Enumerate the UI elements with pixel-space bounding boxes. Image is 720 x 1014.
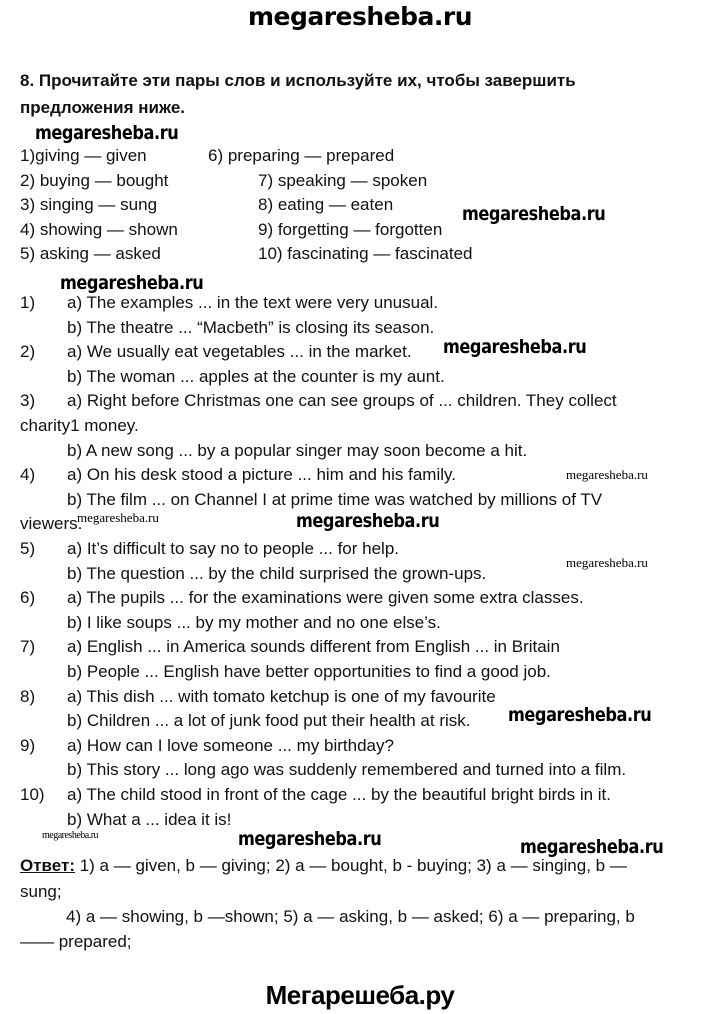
- watermark: megaresheba.ru: [42, 830, 99, 841]
- exercise-number: 9): [20, 735, 36, 755]
- watermark: megaresheba.ru: [566, 555, 648, 570]
- task-title-cont: предложения ниже.: [20, 98, 186, 117]
- sentence-b: b) The woman ... apples at the counter is my aunt.: [67, 366, 445, 386]
- word-pair: 9) forgetting — forgotten: [258, 219, 443, 239]
- task-title: 8. Прочитайте эти пары слов и используйте их, чтобы завершить: [20, 71, 576, 90]
- answer-label: Ответ:: [20, 856, 75, 875]
- word-pair: 10) fascinating — fascinated: [258, 244, 473, 263]
- answer-line: sung;: [20, 882, 62, 901]
- watermark: megaresheba.ru: [508, 704, 652, 726]
- sentence-a: a) We usually eat vegetables ... in the market.: [67, 342, 412, 362]
- exercise-number: 4): [20, 465, 36, 485]
- watermark: megaresheba.ru: [566, 467, 648, 482]
- exercise-number: 5): [20, 539, 36, 558]
- word-pair: 1)giving — given: [20, 146, 147, 165]
- word-pair: 4) showing — shown: [20, 219, 178, 239]
- exercise-number: 3): [20, 391, 36, 411]
- exercise-number: 7): [20, 637, 36, 657]
- sentence-a: a) On his desk stood a picture ... him and his family.: [67, 465, 456, 485]
- exercise-number: 1): [20, 293, 36, 312]
- sentence-a: a) The child stood in front of the cage ... by the beautiful bright birds in it.: [67, 785, 611, 804]
- answer-line: —— prepared;: [20, 932, 132, 951]
- sentence-a: a) Right before Christmas one can see groups of ... children. They collect: [67, 391, 617, 411]
- watermark: megaresheba.ru: [60, 272, 204, 294]
- sentence-b: b) The question ... by the child surprised the grown-ups.: [67, 563, 487, 583]
- word-pair: 5) asking — asked: [20, 244, 161, 263]
- sentence-b: b) What a ... idea it is!: [67, 809, 232, 829]
- watermark: megaresheba.ru: [238, 828, 382, 850]
- watermark: megaresheba.ru: [443, 336, 587, 358]
- answer-line: 4) a — showing, b —shown; 5) a — asking, b — asked; 6) a — preparing, b: [66, 907, 635, 926]
- watermark: megaresheba.ru: [520, 836, 664, 858]
- watermark: megaresheba.ru: [77, 510, 159, 525]
- answer-line: [20, 855, 627, 877]
- word-pair: 3) singing — sung: [20, 195, 158, 214]
- sentence-a: a) How can I love someone ... my birthday?: [67, 735, 394, 755]
- exercise-number: 10): [20, 785, 45, 804]
- answer-text: 1) a — given, b — giving; 2) a — bought, b - buying; 3) a — singing, b —: [75, 856, 627, 875]
- sentence-a: a) English ... in America sounds different from English ... in Britain: [67, 637, 560, 657]
- watermark: megaresheba.ru: [462, 203, 606, 225]
- sentence-b: b) Children ... a lot of junk food put their health at risk.: [67, 711, 471, 731]
- sentence-a-cont: charity1 money.: [20, 416, 139, 435]
- sentence-b: b) The theatre ... “Macbeth” is closing its season.: [67, 317, 435, 337]
- word-pair: 6) preparing — prepared: [208, 146, 395, 165]
- exercise-number: 8): [20, 686, 36, 706]
- sentence-b-cont: viewers.: [20, 514, 83, 534]
- exercise-number: 2): [20, 342, 36, 362]
- sentence-b: b) The film ... on Channel I at prime time was watched by millions of TV: [67, 489, 603, 509]
- watermark: megaresheba.ru: [35, 122, 179, 144]
- sentence-b: b) People ... English have better opportunities to find a good job.: [67, 662, 551, 681]
- watermark: megaresheba.ru: [296, 510, 440, 532]
- sentence-b: b) A new song ... by a popular singer may soon become a hit.: [67, 440, 528, 460]
- exercise-number: 6): [20, 588, 36, 608]
- sentence-a: a) It’s difficult to say no to people ... for help.: [67, 539, 400, 558]
- header-watermark: megaresheba.ru: [247, 2, 473, 31]
- sentence-a: a) The examples ... in the text were very unusual.: [67, 293, 439, 312]
- sentence-b: b) This story ... long ago was suddenly remembered and turned into a film.: [67, 760, 627, 780]
- word-pair: 2) buying — bought: [20, 170, 169, 190]
- sentence-b: b) I like soups ... by my mother and no one else’s.: [67, 612, 441, 632]
- footer-watermark: Мегарешеба.ру: [265, 980, 455, 1010]
- sentence-a: a) The pupils ... for the examinations were given some extra classes.: [67, 588, 584, 608]
- word-pair: 7) speaking — spoken: [258, 170, 428, 190]
- word-pair: 8) eating — eaten: [258, 195, 394, 214]
- sentence-a: a) This dish ... with tomato ketchup is one of my favourite: [67, 686, 496, 706]
